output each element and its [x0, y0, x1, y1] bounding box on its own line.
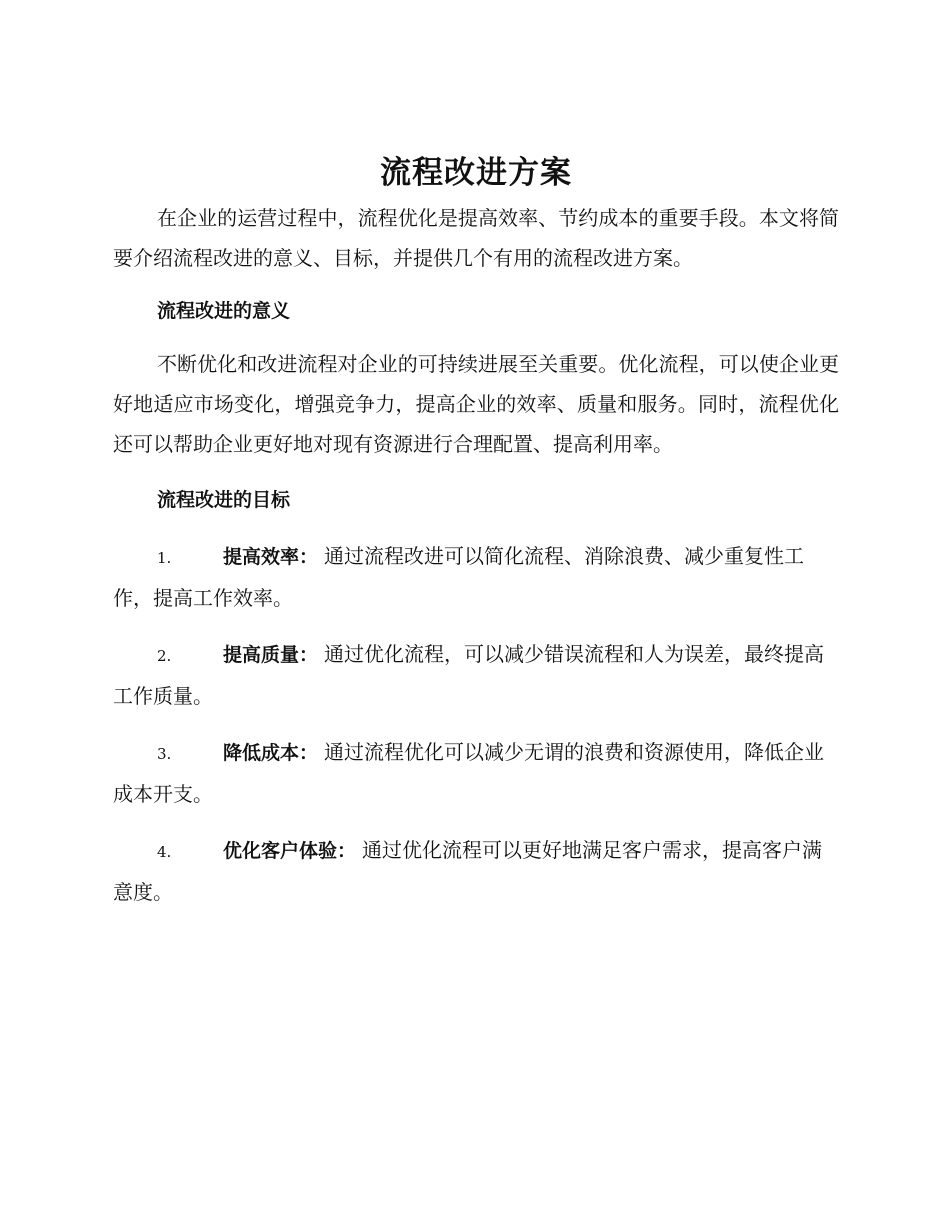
- list-item: [113, 634, 839, 716]
- list-item-term: 降低成本：: [223, 742, 319, 764]
- section-heading-significance: 流程改进的意义: [157, 300, 291, 322]
- list-item-number: 2.: [157, 647, 172, 665]
- list-item-term: 提高质量：: [223, 644, 319, 666]
- list-item: [113, 536, 839, 618]
- list-item-text: 通过优化流程可以更好地满足客户需求，提高客户满意度。: [113, 838, 823, 904]
- list-item-text: 通过流程改进可以简化流程、消除浪费、减少重复性工作，提高工作效率。: [113, 544, 805, 610]
- list-item: [113, 732, 839, 814]
- goals-list: [113, 536, 839, 912]
- section-heading-goals: 流程改进的目标: [157, 489, 291, 511]
- list-item-number: 3.: [157, 745, 172, 763]
- list-item-number: 4.: [157, 843, 172, 861]
- list-item: [113, 830, 839, 912]
- document-body: [113, 150, 839, 912]
- list-item-number: 1.: [157, 549, 172, 567]
- list-item-text: 通过流程优化可以减少无谓的浪费和资源使用，降低企业成本开支。: [113, 740, 825, 806]
- significance-paragraph: 不断优化和改进流程对企业的可持续进展至关重要。优化流程，可以使企业更好地适应市场变化，增强竞争力，提高企业的效率、质量和服务。同时，流程优化还可以帮助企业更好地对现有资源进行合理配置、提高利用率。: [113, 352, 839, 456]
- list-item-term: 提高效率：: [223, 546, 319, 568]
- document-title: 流程改进方案: [380, 155, 572, 191]
- list-item-text: 通过优化流程，可以减少错误流程和人为误差，最终提高工作质量。: [113, 642, 825, 708]
- intro-paragraph: 在企业的运营过程中，流程优化是提高效率、节约成本的重要手段。本文将简要介绍流程改进的意义、目标，并提供几个有用的流程改进方案。: [113, 206, 839, 270]
- list-item-term: 优化客户体验：: [223, 840, 357, 862]
